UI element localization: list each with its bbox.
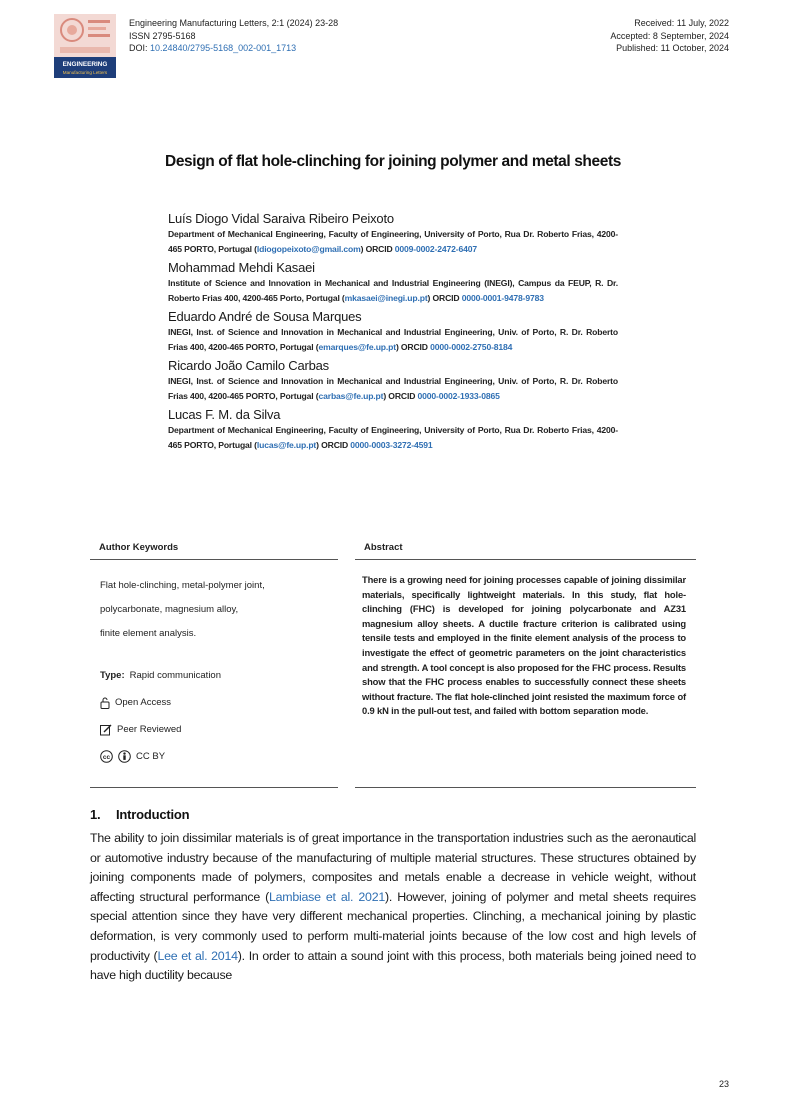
author-entry (168, 211, 618, 257)
author-orcid-link[interactable]: 0000-0001-9478-9783 (461, 293, 544, 303)
introduction-paragraph: The ability to join dissimilar materials is of great importance in the transportation industries such as the aeronautical or automotive industry because of the manufacturing of multiple material structures. These structures obtained by joining components made of polymers, composites and metals enable a decrease in vehicle weight, without affecting structural performance (Lambiase et al. 2021). However, joining of polymer and metal sheets requires special attention since they have very different mechanical properties. Clinching, a mechanical joining by plastic deformation, is very commonly used to perform multi-material joints because of the low cost and high levels of productivity (Lee et al. 2014). In order to attain a sound joint with this process, both materials being joined need to have high ductility because (90, 831, 696, 983)
author-affiliation: Department of Mechanical Engineering, Faculty of Engineering, University of Porto, Rua Dr. Roberto Frias, 4200-465 PORTO, Portugal (ldiogopeixoto@gmail.com) ORCID 0009-0002-2472-6407 (168, 229, 618, 254)
author-name: Eduardo André de Sousa Marques (168, 309, 362, 324)
author-name: Luís Diogo Vidal Saraiva Ribeiro Peixoto (168, 211, 394, 226)
author-orcid-link[interactable]: 0009-0002-2472-6407 (394, 244, 477, 254)
article-type: Type: Rapid communication (100, 670, 221, 681)
license-row: cc CC BY (100, 747, 338, 766)
keyword-line: Flat hole-clinching, metal-polymer joint, (100, 580, 265, 591)
author-email-link[interactable]: carbas@fe.up.pt (318, 391, 384, 401)
attribution-icon (118, 750, 131, 763)
open-lock-icon (100, 697, 110, 709)
author-name: Mohammad Mehdi Kasaei (168, 260, 315, 275)
keyword-line: polycarbonate, magnesium alloy, (100, 604, 239, 615)
doi-link[interactable]: 10.24840/2795-5168_002-001_1713 (150, 43, 297, 53)
published-date: Published: 11 October, 2024 (616, 43, 729, 53)
author-orcid-link[interactable]: 0000-0002-2750-8184 (430, 342, 513, 352)
abstract-heading: Abstract (355, 536, 696, 560)
author-entry (168, 407, 618, 453)
section-heading-introduction: 1. Introduction (90, 807, 190, 822)
author-entry (168, 260, 618, 306)
author-email-link[interactable]: emarques@fe.up.pt (318, 342, 396, 352)
author-orcid-link[interactable]: 0000-0002-1933-0865 (417, 391, 500, 401)
journal-info (129, 17, 338, 55)
author-affiliation: INEGI, Inst. of Science and Innovation in Mechanical and Industrial Engineering, Univ. of Porto, R. Dr. Roberto Frias 400, 4200-465 PORTO, Portugal (carbas@fe.up.pt) ORCID 0000-0002-1933-0865 (168, 376, 618, 401)
paper-title: Design of flat hole-clinching for joining polymer and metal sheets (165, 153, 621, 170)
author-affiliation: Department of Mechanical Engineering, Faculty of Engineering, University of Porto, Rua Dr. Roberto Frias, 4200-465 PORTO, Portugal (lucas@fe.up.pt) ORCID 0000-0003-3272-4591 (168, 425, 618, 450)
author-email-link[interactable]: mkasaei@inegi.up.pt (344, 293, 428, 303)
svg-text:Manufacturing Letters: Manufacturing Letters (62, 70, 108, 75)
issn: ISSN 2795-5168 (129, 30, 196, 41)
journal-line: Engineering Manufacturing Letters, 2:1 (2024) 23-28 (129, 18, 339, 28)
author-entry (168, 358, 618, 404)
citation-link[interactable]: Lee et al. 2014 (157, 948, 238, 963)
author-affiliation: INEGI, Inst. of Science and Innovation in Mechanical and Industrial Engineering, Univ. of Porto, R. Dr. Roberto Frias 400, 4200-465 PORTO, Portugal (emarques@fe.up.pt) ORCID 0000-0002-2750-8184 (168, 327, 618, 352)
page-number: 23 (718, 1079, 729, 1089)
author-list (168, 211, 618, 456)
received-date: Received: 11 July, 2022 (634, 18, 729, 28)
edit-check-icon (100, 724, 112, 736)
open-access-row: Open Access (100, 693, 338, 712)
citation-link[interactable]: Lambiase et al. 2021 (269, 889, 385, 904)
author-email-link[interactable]: ldiogopeixoto@gmail.com (256, 244, 361, 254)
cc-icon (100, 750, 113, 763)
abstract-text: There is a growing need for joining processes capable of joining dissimilar materials, specifically lightweight materials. In this study, flat hole-clinching (FHC) is developed for joining polycarbonate and AZ31 magnesium alloy sheets. A ductile fracture criterion is calibrated using tensile tests and employed in the finite element analysis of the process to investigate the effect of geometric parameters on the joint characteristics and strength. A tool concept is also proposed for the FHC process. Results show that the FHC process enables to successfully connect these sheets without fracture. The flat hole-clinched joint resisted the maximum force of 0.9 kN in the pull-out test, and failed with bottom separation mode. (355, 562, 696, 788)
peer-reviewed-row: Peer Reviewed (100, 720, 338, 739)
publication-dates (610, 17, 729, 55)
keywords-heading: Author Keywords (90, 536, 338, 560)
doi-line: DOI: 10.24840/2795-5168_002-001_1713 (129, 43, 297, 53)
author-entry (168, 309, 618, 355)
keyword-line: finite element analysis. (100, 628, 197, 639)
author-name: Lucas F. M. da Silva (168, 407, 281, 422)
author-name: Ricardo João Camilo Carbas (168, 358, 329, 373)
author-email-link[interactable]: lucas@fe.up.pt (256, 440, 317, 450)
journal-logo (54, 14, 116, 78)
keywords-panel (90, 562, 338, 788)
svg-text:ENGINEERING: ENGINEERING (62, 61, 108, 68)
accepted-date: Accepted: 8 September, 2024 (610, 30, 729, 41)
author-orcid-link[interactable]: 0000-0003-3272-4591 (350, 440, 433, 450)
author-affiliation: Institute of Science and Innovation in Mechanical and Industrial Engineering (INEGI), Campus da FEUP, R. Dr. Roberto Frias 400, 4200-465 Porto, Portugal (mkasaei@inegi.up.pt) ORCID 0000-0001-9478-9783 (168, 278, 618, 303)
svg-text:cc: cc (102, 754, 111, 761)
